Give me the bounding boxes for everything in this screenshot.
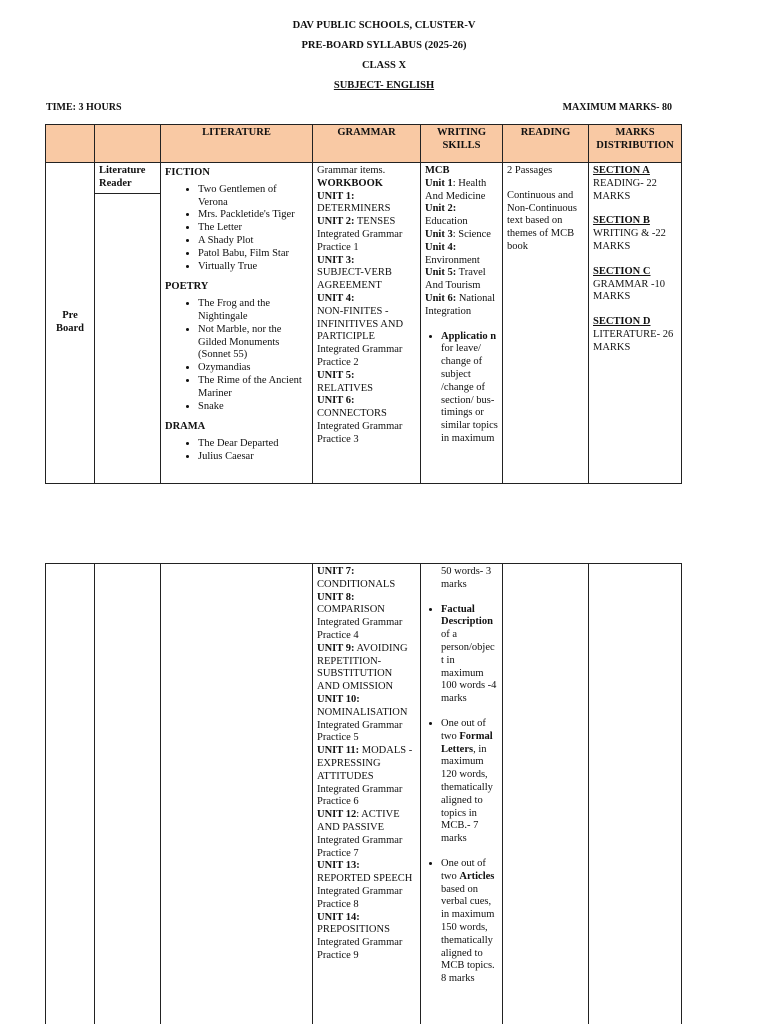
unit-label: Unit 5: — [425, 267, 457, 279]
unit-title: DETERMINERS — [317, 203, 391, 215]
grammar-cell — [313, 163, 421, 484]
writing-tasks-list — [425, 604, 498, 986]
unit-label: UNIT 6: — [317, 395, 355, 407]
application-marks: 50 words- 3 marks — [441, 566, 492, 590]
literature-cell — [161, 163, 313, 484]
unit-label: UNIT 4: — [317, 292, 355, 304]
list-item: • Not Marble, nor the Gilded Monuments (Sonnet 55) — [198, 324, 308, 362]
spacer — [593, 254, 677, 266]
unit-label: UNIT 2: — [317, 216, 355, 228]
term-cell — [46, 564, 95, 1024]
col-header-book — [95, 125, 161, 163]
unit-title: Travel And Tourism — [425, 267, 486, 292]
unit-title: PREPOSITIONS — [317, 924, 390, 936]
list-item: • Julius Caesar — [198, 451, 308, 464]
book-label: Literature Reader — [95, 163, 160, 194]
reading-description: Continuous and Non-Continuous text based on themes of MCB book — [507, 189, 578, 252]
spacer — [593, 203, 677, 215]
list-item: • The Rime of the Ancient Mariner — [198, 375, 308, 401]
task-prefix: One out of two — [441, 857, 486, 882]
marks-cell — [589, 163, 682, 484]
syllabus-table-1 — [45, 124, 682, 484]
unit-label: Unit 2: — [425, 203, 457, 215]
unit-label: UNIT 8: — [317, 591, 355, 603]
unit-title: National Integration — [425, 292, 495, 317]
class-label: CLASS X — [361, 60, 407, 71]
unit-title: : ACTIVE AND PASSIVE — [317, 809, 400, 833]
drama-heading: DRAMA — [165, 421, 206, 433]
unit-label: UNIT 12 — [317, 809, 357, 821]
unit-title: TENSES — [356, 216, 396, 228]
unit-title: Education — [425, 216, 468, 228]
section-c-marks: GRAMMAR -10 MARKS — [593, 278, 666, 303]
writing-cell — [421, 564, 503, 1024]
section-a-label: SECTION A — [593, 165, 650, 176]
drama-list — [165, 438, 308, 464]
spacer — [593, 304, 677, 316]
marks-cell — [589, 564, 682, 1024]
section-d-label: SECTION D — [593, 316, 651, 328]
unit-title: : Health And Medicine — [425, 177, 487, 202]
unit-label: UNIT 1: — [317, 190, 355, 202]
syllabus-title: PRE-BOARD SYLLABUS (2025-26) — [301, 40, 467, 51]
syllabus-table-2 — [45, 563, 682, 1024]
practice-label: Integrated Grammar Practice 7 — [317, 834, 403, 859]
list-item — [441, 718, 498, 846]
unit-label: UNIT 5: — [317, 369, 355, 381]
book-cell — [95, 163, 161, 484]
grammar-cell — [313, 564, 421, 1024]
col-header-term — [46, 125, 95, 163]
practice-label: Integrated Grammar Practice 1 — [317, 228, 403, 253]
unit-title: AVOIDING REPETITION- SUBSTITUTION AND OMISSION — [317, 642, 408, 693]
reading-cell — [503, 564, 589, 1024]
book-cell — [95, 564, 161, 1024]
list-item: • A Shady Plot — [198, 235, 308, 248]
mcb-label: MCB — [425, 165, 450, 176]
col-header-reading: READING — [503, 125, 589, 163]
col-header-grammar: GRAMMAR — [313, 125, 421, 163]
task-label: Articles — [459, 870, 495, 882]
section-b-marks: WRITING & -22 MARKS — [593, 228, 666, 252]
list-item: • Mrs. Packletide's Tiger — [198, 209, 308, 222]
unit-title: Environment — [425, 254, 480, 266]
list-item — [441, 331, 498, 446]
col-header-writing: WRITING SKILLS — [421, 125, 503, 163]
task-text: of a person/objec t in maximum 100 words -4 marks — [441, 629, 497, 705]
list-item: • The Letter — [198, 222, 308, 235]
unit-title: : Science — [452, 228, 491, 240]
col-header-marks: MARKS DISTRIBUTION — [589, 125, 682, 163]
list-item: • Snake — [198, 401, 308, 414]
unit-title: SUBJECT-VERB AGREEMENT — [317, 267, 392, 292]
unit-title: CONDITIONALS — [317, 578, 396, 590]
practice-label: Integrated Grammar Practice 2 — [317, 344, 403, 368]
practice-label: Integrated Grammar Practice 9 — [317, 937, 403, 961]
table-row — [46, 163, 682, 484]
col-header-literature: LITERATURE — [161, 125, 313, 163]
task-label: Formal Letters — [441, 730, 493, 755]
poetry-list — [165, 298, 308, 413]
table-row — [46, 564, 682, 1024]
section-b-label: SECTION B — [593, 215, 650, 227]
unit-label: UNIT 10: — [317, 693, 360, 705]
practice-label: Integrated Grammar Practice 3 — [317, 420, 403, 445]
writing-cell — [421, 163, 503, 484]
spacer — [507, 178, 584, 190]
list-item: • The Dear Departed — [198, 438, 308, 451]
school-name: DAV PUBLIC SCHOOLS, CLUSTER-V — [292, 20, 476, 31]
unit-label: Unit 6: — [425, 292, 457, 304]
reading-passages: 2 Passages — [507, 165, 553, 176]
poetry-heading: POETRY — [165, 281, 209, 293]
list-item: • Ozymandias — [198, 362, 308, 375]
reading-cell — [503, 163, 589, 484]
task-text: , in maximum 120 words, thematically aligned to topics in MCB.- 7 marks — [441, 743, 493, 845]
unit-label: UNIT 3: — [317, 254, 355, 266]
task-label: Factual Description — [441, 603, 493, 628]
fiction-list — [165, 184, 308, 274]
task-prefix: One out of two — [441, 717, 486, 742]
workbook-label: WORKBOOK — [317, 177, 383, 189]
max-marks-label: MAXIMUM MARKS- 80 — [562, 102, 672, 113]
unit-title: CONNECTORS — [317, 408, 387, 420]
document-header — [0, 16, 768, 96]
grammar-intro: Grammar items. — [317, 165, 386, 176]
list-item: • Two Gentlemen of Verona — [198, 184, 308, 210]
unit-title: MODALS - EXPRESSING ATTITUDES — [317, 745, 413, 782]
unit-label: UNIT 9: — [317, 642, 355, 654]
unit-label: UNIT 7: — [317, 566, 355, 577]
task-text: based on verbal cues, in maximum 150 words, thematically aligned to MCB topics. 8 marks — [441, 883, 495, 985]
time-label: TIME: 3 HOURS — [46, 102, 122, 113]
list-item — [441, 858, 498, 986]
unit-label: UNIT 14: — [317, 911, 360, 923]
application-text: for leave/ change of subject /change of section/ bus-timings or similar topics in maximum — [441, 343, 498, 444]
application-list — [425, 331, 498, 446]
unit-label: UNIT 11: — [317, 745, 360, 757]
list-item: • The Frog and the Nightingale — [198, 298, 308, 324]
section-c-label: SECTION C — [593, 265, 651, 277]
exam-meta — [46, 102, 672, 114]
unit-title: NOMINALISATION — [317, 706, 408, 718]
section-d-marks: LITERATURE- 26 MARKS — [593, 328, 674, 353]
unit-label: UNIT 13: — [317, 860, 360, 872]
table-header-row — [46, 125, 682, 163]
unit-title: REPORTED SPEECH Integrated Grammar Practice 8 — [317, 873, 413, 910]
unit-label: Unit 3 — [425, 228, 453, 240]
practice-label: Integrated Grammar Practice 6 — [317, 783, 403, 808]
unit-title: COMPARISON — [317, 604, 385, 616]
list-item — [441, 604, 498, 706]
fiction-heading: FICTION — [165, 167, 210, 178]
unit-label: Unit 4: — [425, 241, 457, 253]
list-item: • Patol Babu, Film Star — [198, 248, 308, 261]
term-cell: Pre Board — [46, 163, 95, 484]
section-a-marks: READING- 22 MARKS — [593, 177, 657, 202]
practice-label: Integrated Grammar Practice 4 — [317, 617, 403, 641]
list-item: • Virtually True — [198, 261, 308, 274]
practice-label: Integrated Grammar Practice 5 — [317, 719, 403, 744]
unit-title: NON-FINITES - INFINITIVES AND PARTICIPLE — [317, 305, 404, 343]
literature-cell — [161, 564, 313, 1024]
subject-label: SUBJECT- ENGLISH — [333, 80, 435, 91]
unit-title: RELATIVES — [317, 382, 373, 394]
unit-label: Unit 1 — [425, 177, 453, 189]
application-label: Applicatio n — [441, 330, 497, 342]
